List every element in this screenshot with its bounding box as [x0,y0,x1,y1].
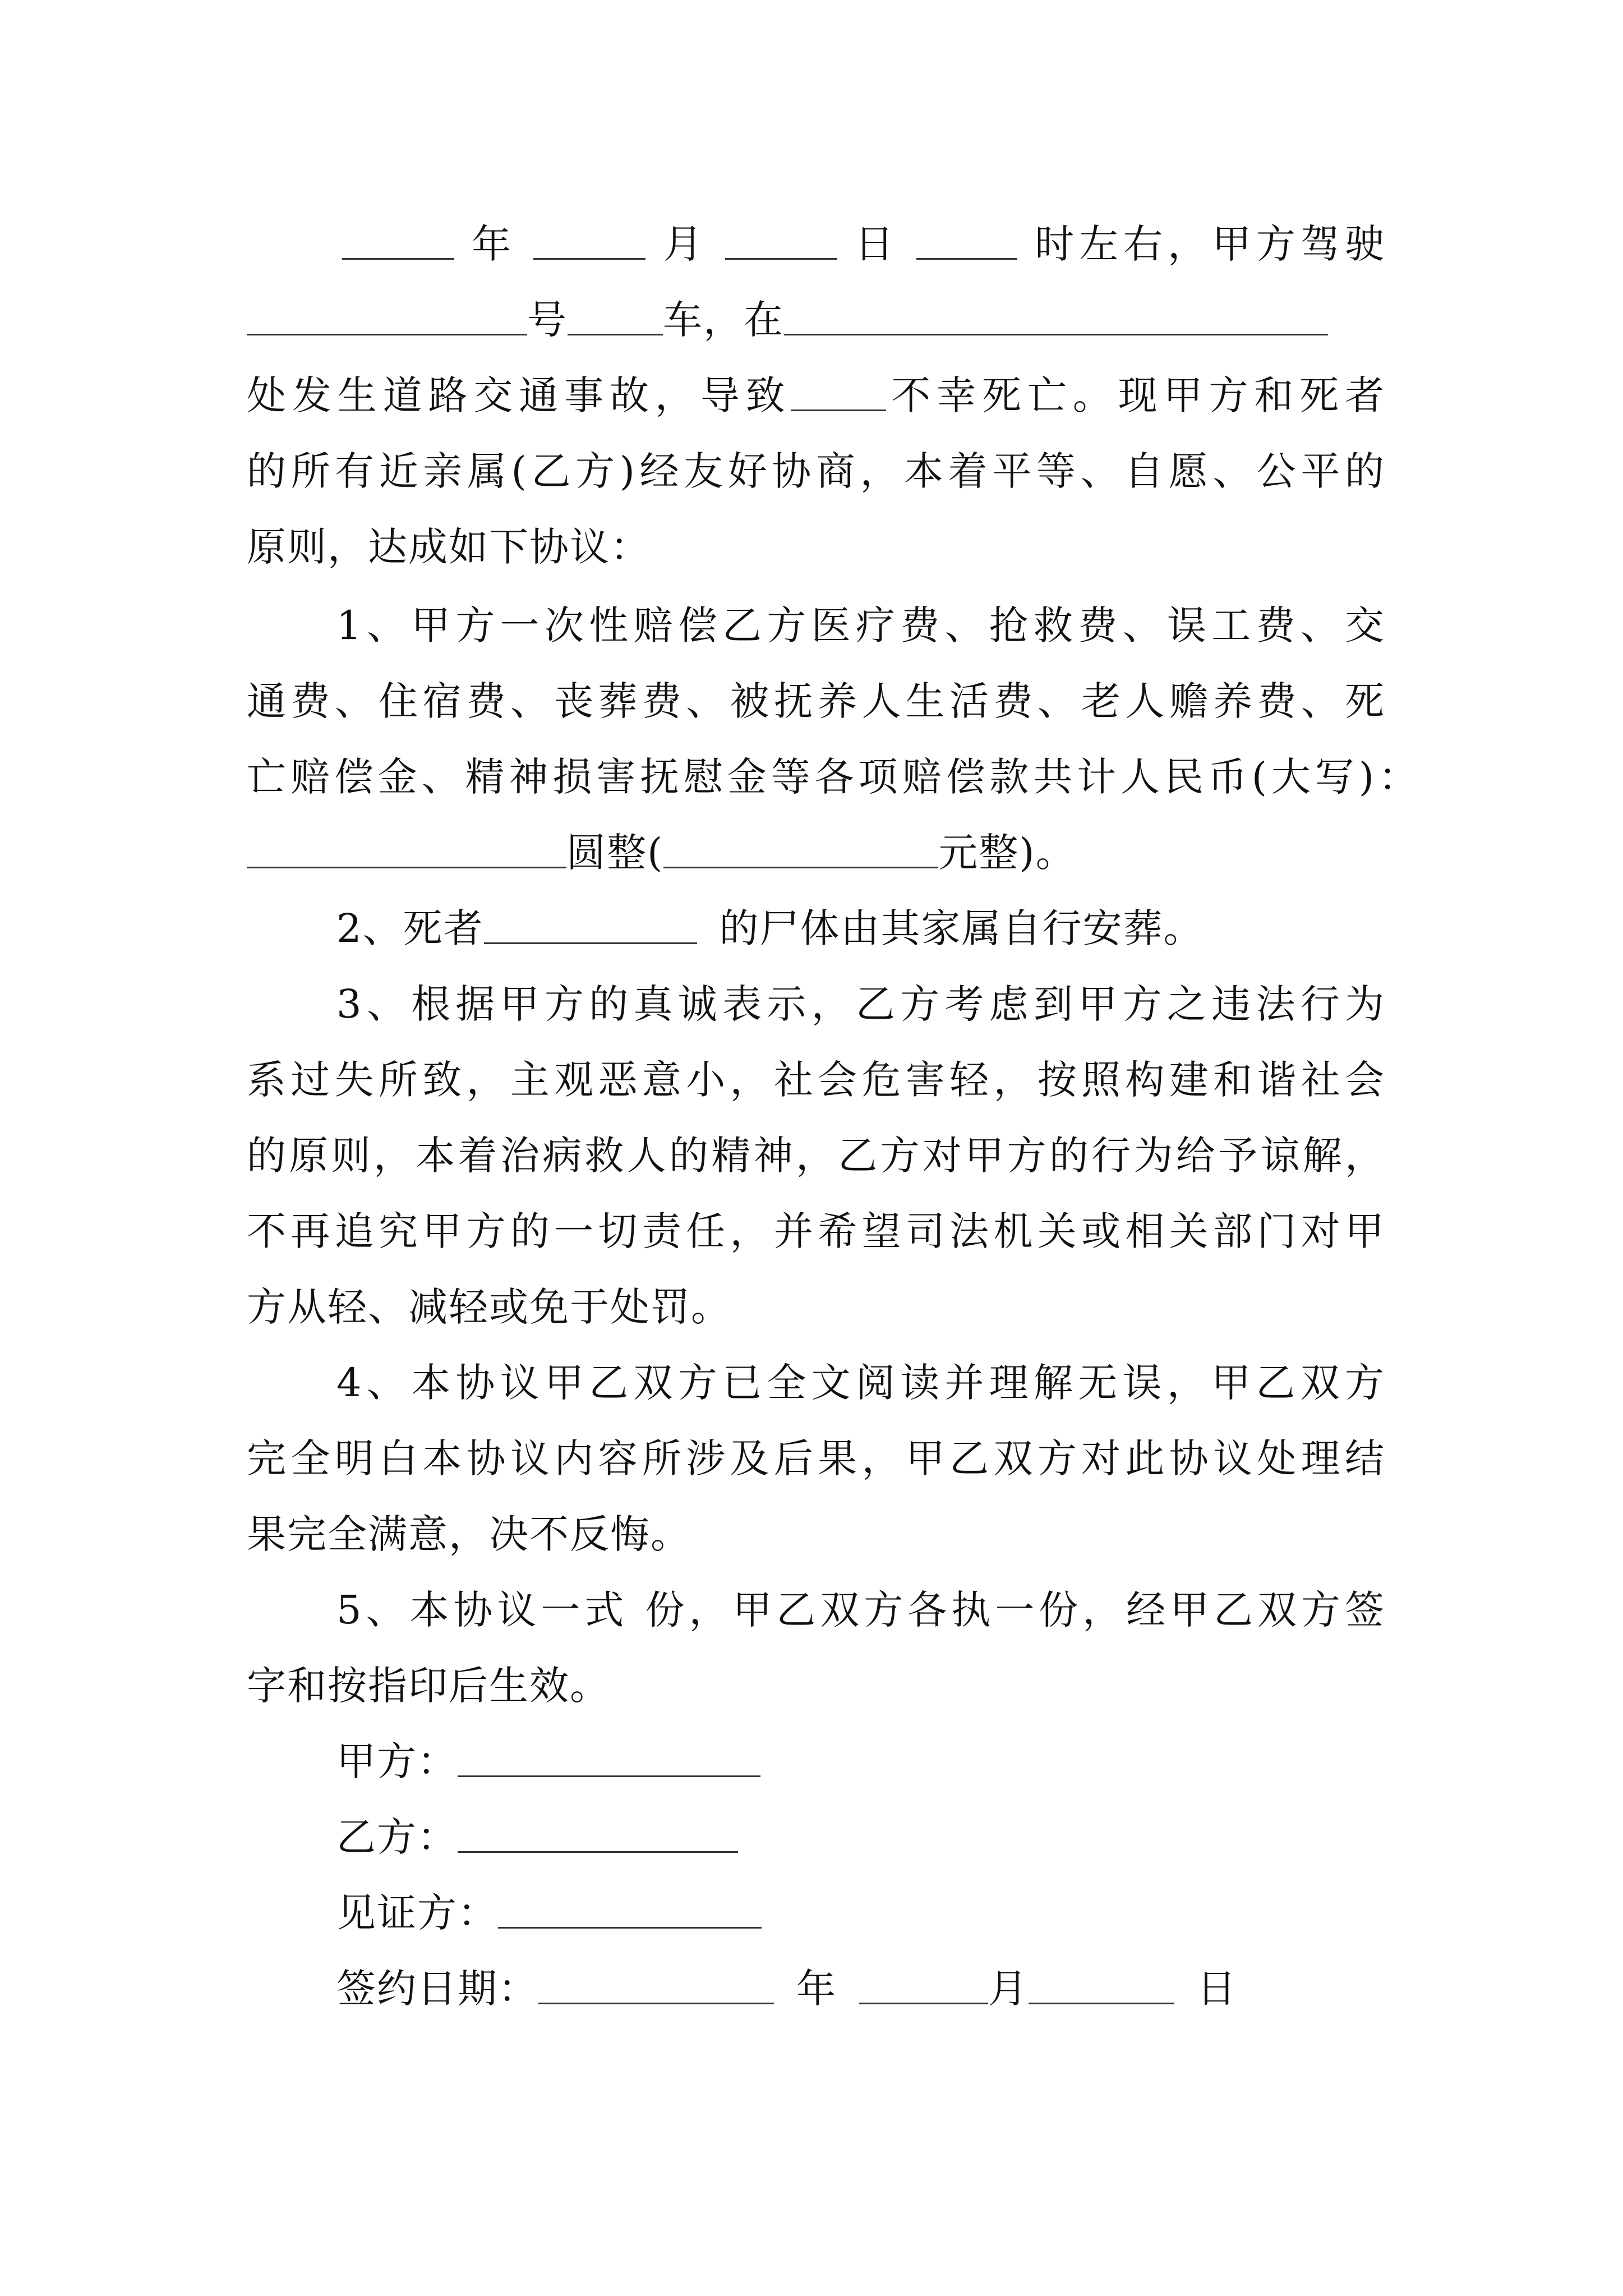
witness-signature-field [498,1893,762,1929]
clause-1-yuanzheng-close: 元整)。 [938,830,1076,876]
witness-label: 见证方： [336,1890,498,1936]
blank-day [725,226,837,260]
clause-4-line-2: 完全明白本协议内容所涉及后果，甲乙双方对此协议处理结 [247,1435,1385,1481]
signing-date [336,1963,1237,2014]
signature-witness [336,1888,762,1938]
clause-1-yuanzheng: 圆整( [566,830,664,876]
clause-5-line-2: 字和按指印后生效。 [247,1663,610,1709]
blank-sign-month [859,1969,988,2004]
clause-5-line-1: 5、本协议一式 份，甲乙双方各执一份，经甲乙双方签 [336,1587,1385,1633]
clause-3-line-2: 系过失所致，主观恶意小，社会危害轻，按照构建和谐社会 [247,1057,1385,1103]
intro-line-1 [342,219,1385,269]
signature-party-a [336,1736,760,1787]
blank-plate [247,301,527,335]
clause-2-b: 的尸体由其家属自行安葬。 [719,905,1204,951]
date-label: 签约日期： [336,1966,538,2012]
intro-line-3 [247,370,1385,421]
blank-deceased-name [484,910,697,944]
clause-1-line-4 [247,827,1385,878]
clause-4-line-1: 4、本协议甲乙双方已全文阅读并理解无误，甲乙双方 [336,1360,1385,1406]
signature-party-b [336,1812,738,1862]
intro-line-4: 的所有近亲属(乙方)经友好协商，本着平等、自愿、公平的 [247,448,1385,494]
clause-1-line-1: 1、甲方一次性赔偿乙方医疗费、抢救费、误工费、交 [336,602,1385,648]
party-a-label: 甲方： [336,1738,458,1784]
clause-2 [336,903,1385,954]
intro-line-1-tail: 时左右，甲方驾驶 [1035,221,1385,267]
blank-year [342,226,454,260]
date-month-label: 月 [988,1966,1029,2012]
clause-1-line-2: 通费、住宿费、丧葬费、被抚养人生活费、老人赡养费、死 [247,678,1385,724]
clause-3-line-3: 的原则，本着治病救人的精神，乙方对甲方的行为给予谅解， [247,1133,1385,1179]
blank-sign-day [1029,1969,1174,2004]
intro-day-label: 日 [854,221,899,267]
intro-hao-label: 号 [527,297,568,343]
clause-3-line-4: 不再追究甲方的一切责任，并希望司法机关或相关部门对甲 [247,1208,1385,1254]
blank-deceased [791,377,886,411]
blank-vehicle [568,301,663,335]
intro-year-label: 年 [472,221,517,267]
blank-sign-year [538,1969,774,2004]
date-year-label: 年 [796,1966,837,2012]
intro-che-label: 车，在 [663,297,784,343]
clause-4-line-3: 果完全满意，决不反悔。 [247,1511,691,1557]
party-b-signature-field [458,1818,738,1853]
clause-1-line-3: 亡赔偿金、精神损害抚慰金等各项赔偿款共计人民币(大写)： [247,754,1419,800]
date-day-label: 日 [1197,1966,1237,2012]
intro-line-3-b: 不幸死亡。现甲方和死者 [886,372,1386,418]
clause-3-line-5: 方从轻、减轻或免于处罚。 [247,1284,731,1330]
blank-amount-figures [663,834,938,868]
blank-amount-words [247,834,566,868]
party-a-signature-field [458,1742,760,1777]
clause-3-line-1: 3、根据甲方的真诚表示，乙方考虑到甲方之违法行为 [336,981,1385,1027]
intro-line-3-a: 处发生道路交通事故，导致 [247,372,791,418]
intro-line-2 [247,295,1385,345]
blank-hour [916,226,1017,260]
blank-month [533,226,645,260]
party-b-label: 乙方： [336,1814,458,1860]
clause-2-a: 2、死者 [336,905,484,951]
blank-location [784,301,1328,335]
intro-line-5: 原则，达成如下协议： [247,524,651,570]
intro-month-label: 月 [663,221,708,267]
